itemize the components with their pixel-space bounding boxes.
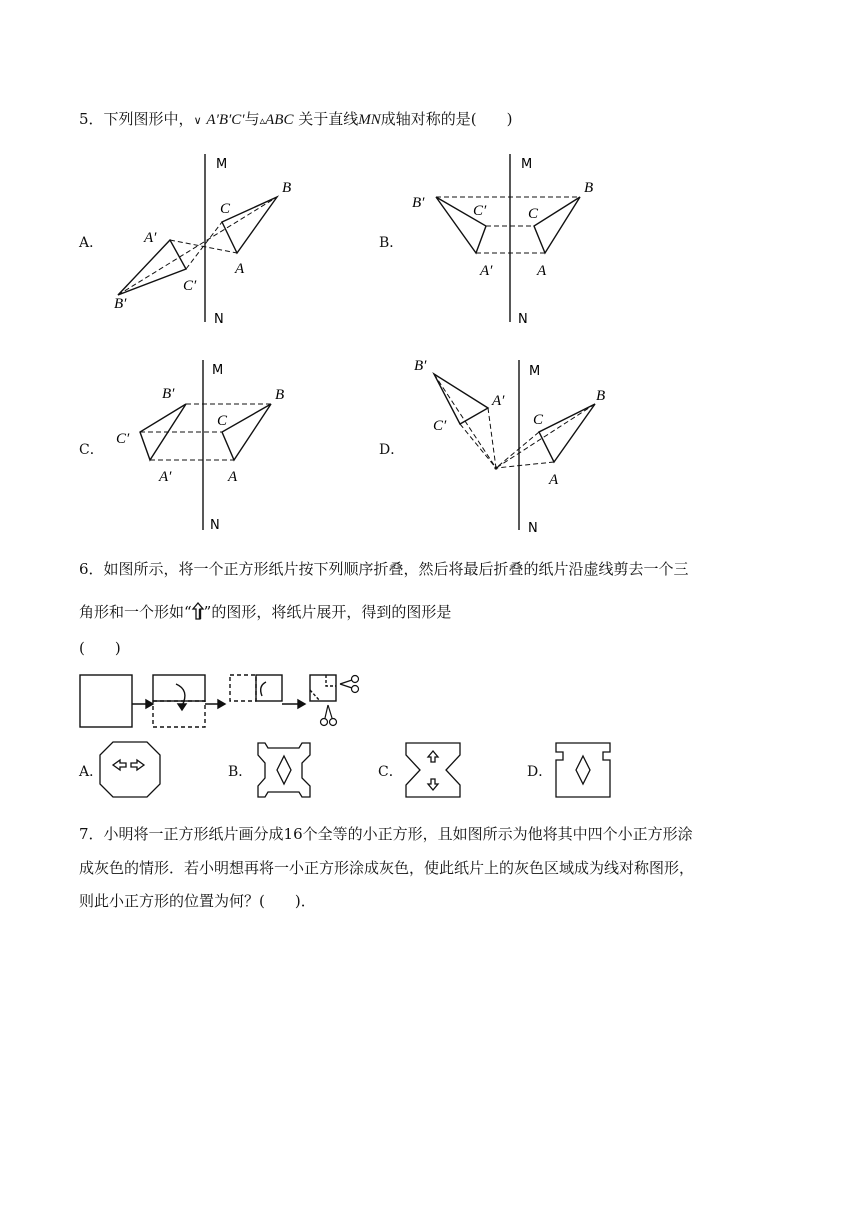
svg-text:C′: C′ bbox=[473, 203, 487, 219]
q6-option-d-shape bbox=[556, 743, 610, 797]
q5-option-c-label[interactable]: C． bbox=[79, 442, 104, 458]
svg-text:A′: A′ bbox=[144, 230, 157, 246]
q6-stem-line2: 角形和一个形如“ ”的图形，将纸片展开，得到的图形是 bbox=[79, 603, 452, 621]
svg-text:N: N bbox=[214, 312, 224, 327]
svg-text:B: B bbox=[584, 180, 594, 196]
svg-text:N: N bbox=[518, 312, 528, 327]
q6-stem-line1: 6．如图所示，将一个正方形纸片按下列顺序折叠，然后将最后折叠的纸片沿虚线剪去一个三 bbox=[79, 560, 689, 578]
q6-option-c-shape bbox=[406, 743, 460, 797]
svg-text:M: M bbox=[212, 363, 224, 378]
svg-text:A′: A′ bbox=[480, 263, 493, 279]
svg-text:B: B bbox=[275, 387, 285, 403]
q5-number: 5． bbox=[79, 110, 104, 128]
svg-text:A: A bbox=[228, 469, 238, 485]
q6-option-a-shape bbox=[100, 742, 160, 797]
svg-text:C: C bbox=[217, 413, 228, 429]
svg-text:A: A bbox=[549, 472, 559, 488]
svg-text:B: B bbox=[596, 388, 606, 404]
q5-option-a-label[interactable]: A． bbox=[79, 235, 104, 251]
svg-text:C′: C′ bbox=[433, 418, 447, 434]
q7-stem-line3: 则此小正方形的位置为何？( )． bbox=[79, 892, 316, 910]
q6-option-a-label[interactable]: A． bbox=[79, 764, 104, 780]
svg-text:B′: B′ bbox=[412, 195, 425, 211]
svg-text:B′: B′ bbox=[414, 358, 427, 374]
q5-option-d-label[interactable]: D． bbox=[379, 442, 405, 458]
svg-text:N: N bbox=[210, 518, 220, 533]
q7-number: 7． bbox=[79, 825, 104, 843]
q6-option-b-label[interactable]: B． bbox=[228, 764, 253, 780]
svg-text:C: C bbox=[220, 201, 231, 217]
svg-text:C′: C′ bbox=[183, 278, 197, 294]
q6-paren: ( ) bbox=[79, 639, 121, 657]
svg-text:A′: A′ bbox=[492, 393, 505, 409]
svg-text:A: A bbox=[235, 261, 245, 277]
q6-number: 6． bbox=[79, 560, 104, 578]
svg-text:C: C bbox=[533, 412, 544, 428]
svg-text:C: C bbox=[528, 206, 539, 222]
svg-text:A: A bbox=[537, 263, 547, 279]
q7-stem-line2: 成灰色的情形．若小明想再将一小正方形涂成灰色，使此纸片上的灰色区域成为线对称图形， bbox=[79, 859, 695, 877]
svg-text:M: M bbox=[529, 364, 541, 379]
svg-text:B: B bbox=[282, 180, 292, 196]
svg-text:B′: B′ bbox=[162, 386, 175, 402]
svg-text:A′: A′ bbox=[159, 469, 172, 485]
q6-option-c-label[interactable]: C． bbox=[378, 764, 403, 780]
svg-text:B′: B′ bbox=[114, 296, 127, 312]
q7-stem-line1: 7．小明将一正方形纸片画分成16个全等的小正方形，且如图所示为他将其中四个小正方形涂 bbox=[79, 825, 693, 843]
svg-text:N: N bbox=[528, 521, 538, 536]
svg-text:M: M bbox=[521, 157, 533, 172]
svg-text:M: M bbox=[216, 157, 228, 172]
q6-option-d-label[interactable]: D． bbox=[527, 764, 553, 780]
q6-option-b-shape bbox=[258, 743, 310, 797]
q5-stem: 5．下列图形中，∨ A′B′C′与▵ABC 关于直线MN成轴对称的是( ) bbox=[79, 110, 513, 128]
svg-text:C′: C′ bbox=[116, 431, 130, 447]
q5-option-b-label[interactable]: B． bbox=[379, 235, 404, 251]
